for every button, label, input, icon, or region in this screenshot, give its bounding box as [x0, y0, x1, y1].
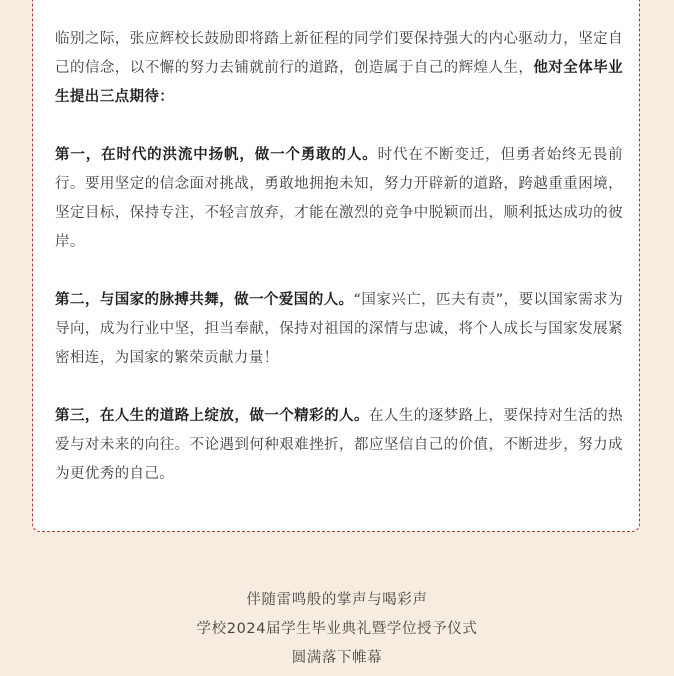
- closing-line-3: 圆满落下帷幕: [291, 650, 383, 666]
- intro-paragraph: [55, 25, 623, 112]
- expectation-paragraph-3: [55, 402, 623, 489]
- expectation-paragraph-2: [55, 286, 623, 373]
- expectation-body-3: 在人生的逐梦路上，要保持对生活的热爱与对未来的向往。不论遇到何种艰难挫折，都应坚信自己的价值，不断进步，努力成为更优秀的自己。: [55, 408, 623, 482]
- expectation-body-2: “国家兴亡，匹夫有责”，要以国家需求为导向，成为行业中坚，担当奉献，保持对祖国的深情与忠诚，将个人成长与国家发展紧密相连，为国家的繁荣贡献力量！: [55, 292, 624, 366]
- article-body: [55, 25, 623, 489]
- paragraph-spacer: [55, 257, 623, 286]
- closing-line-1: 伴随雷鸣般的掌声与喝彩声: [246, 592, 428, 608]
- article-card: [32, 0, 640, 532]
- expectation-heading-2: 第二，与国家的脉搏共舞，做一个爱国的人。: [55, 292, 354, 308]
- paragraph-spacer: [55, 112, 623, 141]
- intro-bold-text: 他对全体毕业生提出三点期待：: [55, 60, 624, 105]
- paragraph-spacer: [55, 373, 623, 402]
- closing-caption: [0, 586, 674, 673]
- expectation-heading-1: 第一，在时代的洪流中扬帆，做一个勇敢的人。: [55, 147, 378, 163]
- expectation-heading-3: 第三，在人生的道路上绽放，做一个精彩的人。: [55, 408, 369, 424]
- closing-line-2: 学校2024届学生毕业典礼暨学位授予仪式: [196, 621, 478, 637]
- expectation-paragraph-1: [55, 141, 623, 257]
- expectation-body-1: 时代在不断变迁，但勇者始终无畏前行。要用坚定的信念面对挑战，勇敢地拥抱未知，努力开辟新的道路，跨越重重困境，坚定目标，保持专注，不轻言放弃，才能在激烈的竞争中脱颖而出，顺利抵达成功的彼岸。: [55, 147, 623, 250]
- intro-text: 临别之际，张应辉校长鼓励即将踏上新征程的同学们要保持强大的内心驱动力，坚定自己的信念，以不懈的努力去铺就前行的道路，创造属于自己的辉煌人生，: [55, 31, 623, 76]
